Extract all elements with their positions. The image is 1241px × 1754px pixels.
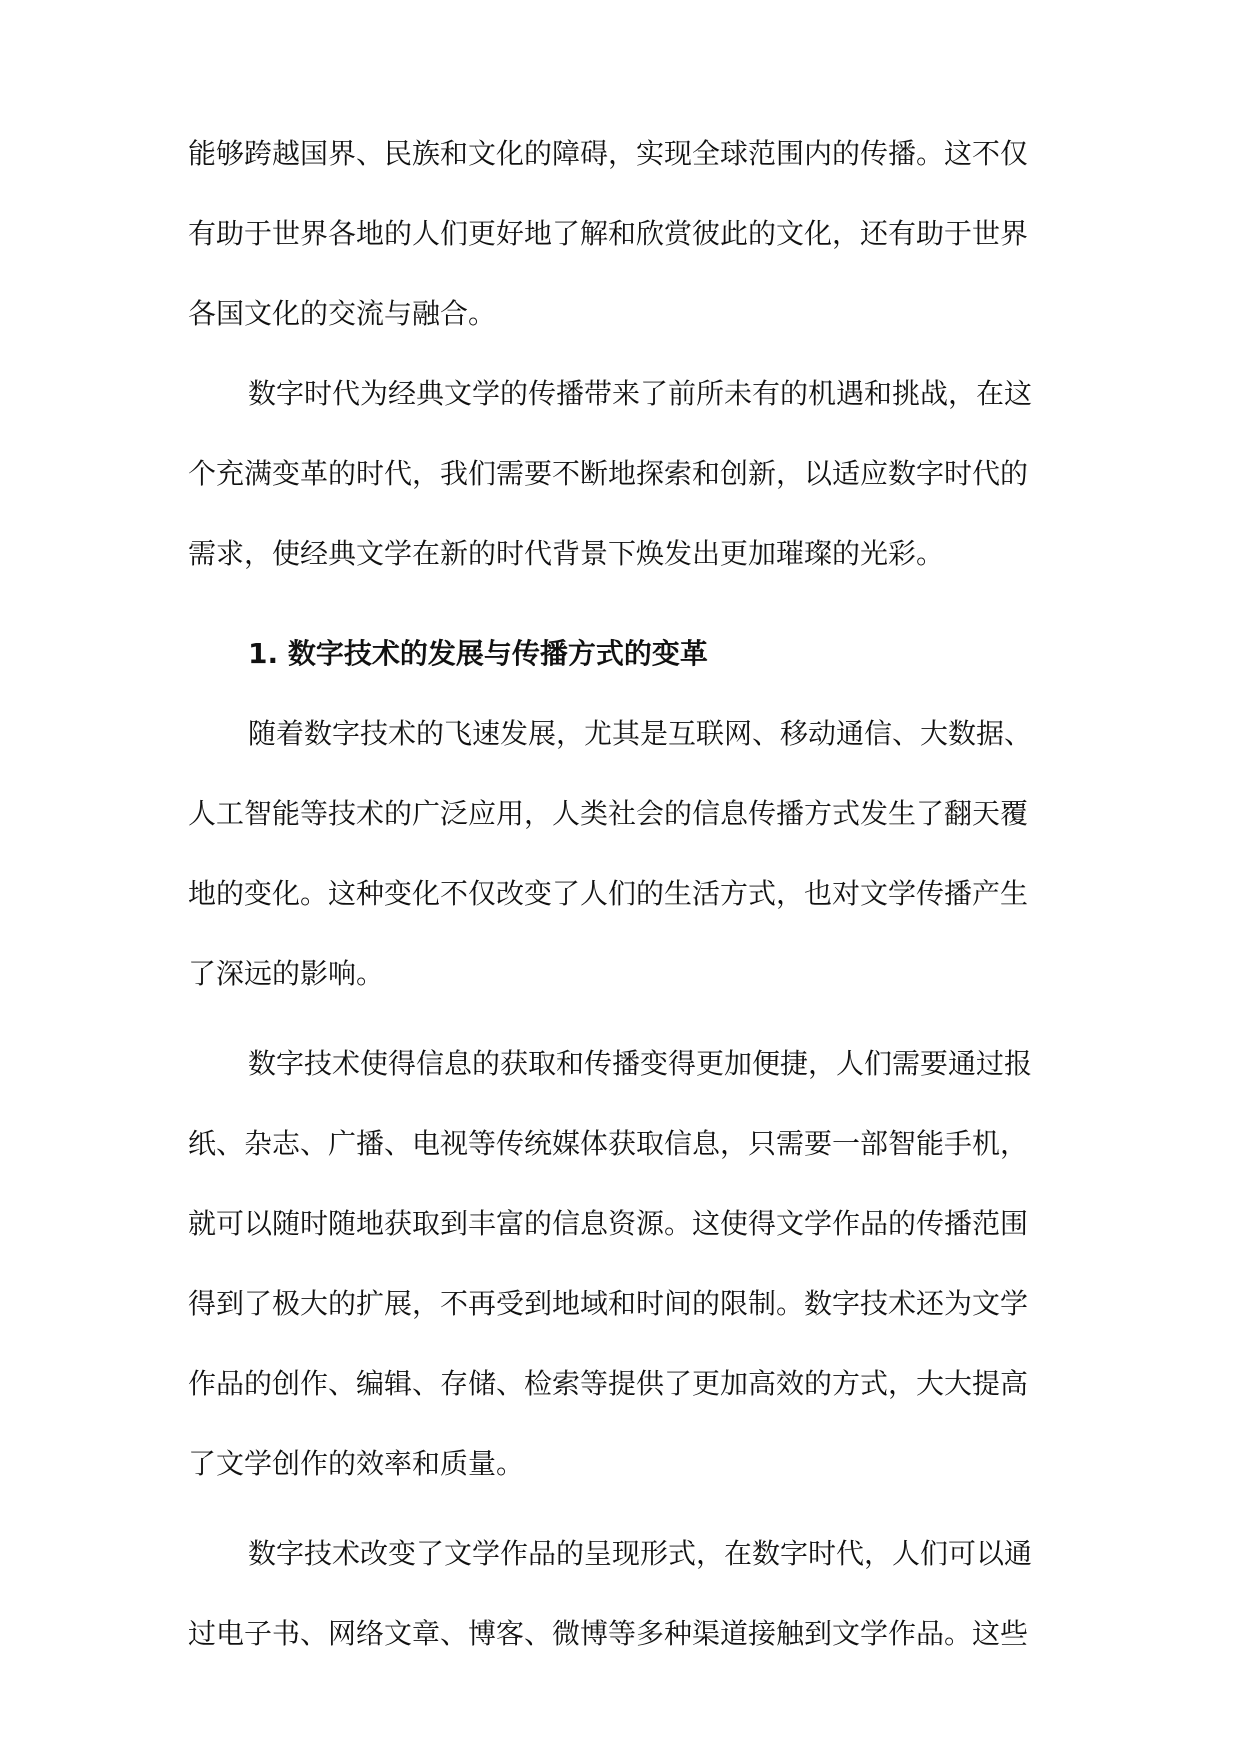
section-heading: 1. 数字技术的发展与传播方式的变革 [248, 637, 708, 670]
paragraph-line: 了深远的影响。 [188, 957, 385, 990]
paragraph-line: 纸、杂志、广播、电视等传统媒体获取信息，只需要一部智能手机， [188, 1127, 1029, 1160]
paragraph-line: 地的变化。这种变化不仅改变了人们的生活方式，也对文学传播产生 [188, 877, 1029, 910]
paragraph-line: 人工智能等技术的广泛应用，人类社会的信息传播方式发生了翻天覆 [188, 797, 1029, 830]
paragraph-line: 数字技术使得信息的获取和传播变得更加便捷，人们需要通过报 [248, 1047, 1033, 1080]
paragraph-line: 各国文化的交流与融合。 [188, 297, 497, 330]
paragraph-line: 随着数字技术的飞速发展，尤其是互联网、移动通信、大数据、 [248, 717, 1033, 750]
paragraph-line: 有助于世界各地的人们更好地了解和欣赏彼此的文化，还有助于世界 [188, 217, 1029, 250]
paragraph-line: 作品的创作、编辑、存储、检索等提供了更加高效的方式，大大提高 [188, 1367, 1029, 1400]
paragraph-line: 得到了极大的扩展，不再受到地域和时间的限制。数字技术还为文学 [188, 1287, 1029, 1320]
paragraph-line: 数字时代为经典文学的传播带来了前所未有的机遇和挑战，在这 [248, 377, 1033, 410]
paragraph-line: 就可以随时随地获取到丰富的信息资源。这使得文学作品的传播范围 [188, 1207, 1029, 1240]
paragraph-line: 个充满变革的时代，我们需要不断地探索和创新，以适应数字时代的 [188, 457, 1029, 490]
paragraph-line: 数字技术改变了文学作品的呈现形式，在数字时代，人们可以通 [248, 1537, 1033, 1570]
paragraph-line: 能够跨越国界、民族和文化的障碍，实现全球范围内的传播。这不仅 [188, 137, 1029, 170]
paragraph-line: 了文学创作的效率和质量。 [188, 1447, 525, 1480]
paragraph-line: 过电子书、网络文章、博客、微博等多种渠道接触到文学作品。这些 [188, 1617, 1029, 1650]
paragraph-line: 需求，使经典文学在新的时代背景下焕发出更加璀璨的光彩。 [188, 537, 945, 570]
